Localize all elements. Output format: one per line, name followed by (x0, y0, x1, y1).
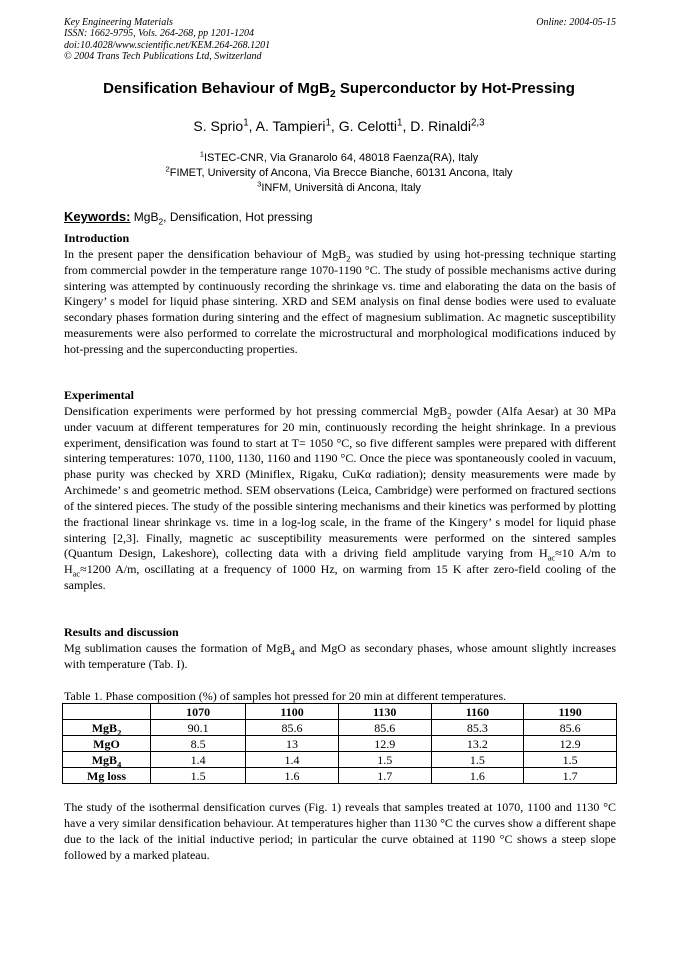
table-column-header: 1100 (246, 704, 339, 720)
table-cell: 1.5 (431, 752, 524, 768)
experimental-section (64, 388, 616, 594)
table-cell: 1.6 (246, 768, 339, 784)
table-cell: 1.4 (246, 752, 339, 768)
affiliation-text: INFM, Università di Ancona, Italy (261, 181, 421, 194)
issn-line: ISSN: 1662-9795, Vols. 264-268, pp 1201-1204 (64, 28, 254, 40)
discussion-paragraph: The study of the isothermal densification curves (Fig. 1) reveals that samples treated at 1070, 1100 and 1130 °C have a very similar densification behaviour. At temperatures higher than 1130 °C the curves show a different shape due to the lack of the initial inductive period; in particular the curve obtained at 1190 °C shows a steep slope followed by a marked plateau. (64, 800, 616, 862)
table-cell: 13.2 (431, 736, 524, 752)
introduction-section (64, 231, 616, 358)
author-list (40, 118, 638, 134)
table-cell: 1.5 (524, 752, 617, 768)
table-column-header: 1190 (524, 704, 617, 720)
table-cell: 90.1 (151, 720, 246, 736)
row-label (63, 720, 151, 736)
table-cell: 1.6 (431, 768, 524, 784)
table-caption: Table 1. Phase composition (%) of samples hot pressed for 20 min at different temperatures. (64, 689, 507, 703)
row-label-subscript: 4 (117, 759, 122, 769)
table-column-header: 1130 (338, 704, 431, 720)
affiliation-text: FIMET, University of Ancona, Via Brecce Bianche, 60131 Ancona, Italy (169, 166, 513, 179)
paragraph-subscript: ac (547, 553, 556, 563)
paragraph-text: and MgO as secondary phases, whose amount slightly increases with temperature (Tab. I). (64, 640, 616, 671)
row-label-text: Mg loss (87, 768, 126, 783)
affiliation (40, 166, 638, 181)
table-cell: 85.6 (246, 720, 339, 736)
keywords (64, 209, 619, 227)
table-cell: 12.9 (338, 736, 431, 752)
row-label-subscript: 2 (117, 727, 122, 737)
introduction-heading: Introduction (64, 231, 130, 245)
table-header-row (63, 704, 617, 720)
table-column-header: 1160 (431, 704, 524, 720)
paragraph-subscript: 2 (447, 411, 452, 421)
table-row (63, 752, 617, 768)
author-separator: , (330, 118, 339, 134)
title-text: Densification Behaviour of MgB (103, 80, 330, 97)
experimental-paragraph (64, 404, 616, 594)
row-label (63, 768, 151, 784)
affiliation-number: 3 (257, 178, 262, 188)
paper-title (40, 80, 638, 100)
results-paragraph (64, 641, 616, 673)
introduction-paragraph (64, 247, 616, 358)
table-cell: 85.3 (431, 720, 524, 736)
paragraph-text: Densification experiments were performed by hot pressing commercial MgB (64, 403, 448, 418)
row-label (63, 752, 151, 768)
table-row (63, 720, 617, 736)
paragraph-subscript: 4 (290, 648, 295, 658)
author-affiliation: 1 (397, 117, 403, 129)
results-section (64, 625, 616, 673)
author-name: G. Celotti (338, 118, 398, 134)
paragraph-text: ≈10 A/m to H (64, 546, 617, 577)
paragraph-text: ≈1200 A/m, oscillating at a frequency of 1000 Hz, on warming from 15 K after zero-field cooling of the samples. (64, 562, 616, 593)
online-date: Online: 2004-05-15 (536, 17, 616, 28)
table-corner-cell (63, 704, 151, 720)
table-cell: 13 (246, 736, 339, 752)
title-subscript: 2 (329, 88, 336, 100)
paragraph-subscript: ac (72, 569, 81, 579)
journal-header (64, 17, 616, 63)
affiliation (40, 151, 638, 166)
journal-name: Key Engineering Materials (64, 17, 173, 28)
affiliation-text: ISTEC-CNR, Via Granarolo 64, 48018 Faenza(RA), Italy (203, 152, 479, 164)
table-cell: 12.9 (524, 736, 617, 752)
keyword-text-rest: , Densification, Hot pressing (163, 210, 313, 224)
table-cell: 1.7 (524, 768, 617, 784)
paragraph-text: powder (Alfa Aesar) at 30 MPa under vacuum at different temperatures for 20 min, continuously recording the height shrinkage. In a previous experiment, densification was found to start at T= 1050 °C, so five different samples were prepared with different sintering temperatures: 1070, 1100, 1130, 1160 and 1190 °C. Once the piece was spontaneously cooled in vacuum, phase purity was checked by XRD (Miniflex, Rigaku, CuKα radiation); density measurements were made by Archimede’ s and geometric method. SEM observations (Leica, Cambridge) were performed on fractured sections of the sintered pieces. The study of the possible sintering mechanisms and their kinetics was performed by plotting the fractional linear shrinkage vs. time in a log-log scale, in the frame of the Kingery’ s model for liquid phase sintering [2,3]. Finally, magnetic ac susceptibility measurements were performed on the sintered samples (Quantum Design, Lakeshore), collecting data with a driving field amplitude varying from H (64, 403, 616, 561)
affiliation-number: 1 (199, 149, 204, 159)
paragraph-subscript: 2 (346, 254, 351, 264)
discussion-section (64, 800, 616, 863)
author-separator: , (402, 118, 411, 134)
table-cell: 1.7 (338, 768, 431, 784)
table-cell: 1.5 (338, 752, 431, 768)
author-separator: , (248, 118, 256, 134)
table-cell: 85.6 (524, 720, 617, 736)
row-label-text: MgB (91, 720, 118, 735)
author-affiliation: 2,3 (470, 117, 485, 129)
affiliation-number: 2 (165, 164, 170, 174)
author-affiliation: 1 (243, 117, 249, 129)
results-heading: Results and discussion (64, 625, 179, 639)
table-cell: 1.5 (151, 768, 246, 784)
row-label-text: MgO (93, 736, 120, 751)
table-row (63, 768, 617, 784)
keyword-subscript: 2 (158, 216, 164, 227)
table-cell: 8.5 (151, 736, 246, 752)
author-name: S. Sprio (193, 118, 244, 134)
copyright-line: © 2004 Trans Tech Publications Ltd, Switzerland (64, 51, 262, 63)
paragraph-text: Mg sublimation causes the formation of MgB (64, 640, 291, 655)
row-label-text: MgB (91, 752, 118, 767)
affiliation-list (40, 151, 638, 195)
doi-line: doi:10.4028/www.scientific.net/KEM.264-268.1201 (64, 39, 271, 51)
title-text-end: Superconductor by Hot-Pressing (335, 80, 575, 97)
table-row (63, 736, 617, 752)
author-affiliation: 1 (325, 117, 331, 129)
keywords-label: Keywords: (64, 209, 131, 224)
experimental-heading: Experimental (64, 388, 134, 402)
affiliation (40, 178, 638, 196)
paragraph-text: was studied by using hot-pressing technique starting from commercial powder in the temperature range 1070-1190 °C. The study of possible mechanisms active during sintering was attempted by continuously recording the shrinkage vs. time and elaborating the data on the basis of Kingery’ s model for liquid phase sintering. XRD and SEM analysis on final dense bodies were used to evaluate secondary phases formation during sintering and the effect of magnesium sublimation. Ac magnetic susceptibility measurements were also performed to correlate the microstructural and morphological modifications induced by hot-pressing and the superconducting properties. (64, 246, 617, 356)
row-label (63, 736, 151, 752)
table-cell: 1.4 (151, 752, 246, 768)
author-name: A. Tampieri (255, 118, 326, 134)
keyword-text: MgB (130, 210, 159, 224)
paragraph-text: In the present paper the densification behaviour of MgB (64, 246, 347, 261)
table-column-header: 1070 (151, 704, 246, 720)
author-name: D. Rinaldi (410, 118, 471, 134)
table-cell: 85.6 (338, 720, 431, 736)
phase-composition-table (62, 703, 617, 784)
